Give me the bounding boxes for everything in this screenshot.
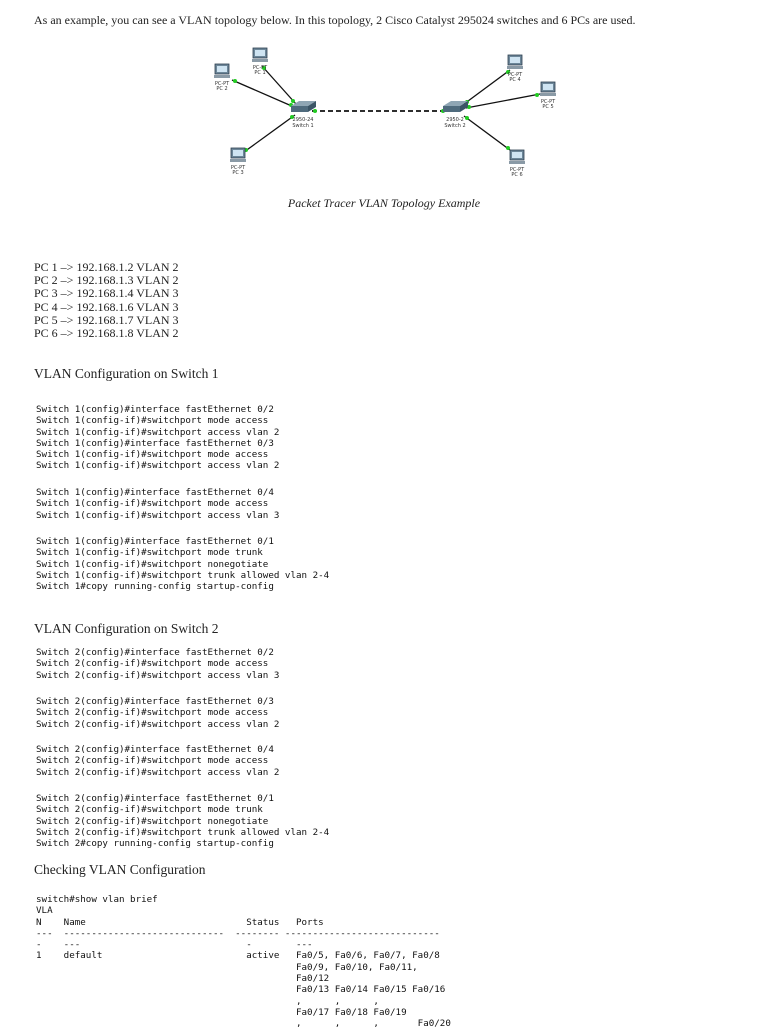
- svg-text:PC-PT: PC-PT: [230, 165, 246, 171]
- figure-caption: Packet Tracer VLAN Topology Example: [287, 196, 481, 210]
- svg-text:PC-PT: PC-PT: [540, 99, 556, 105]
- switch2-heading: VLAN Configuration on Switch 2: [34, 621, 219, 636]
- pc-3-label: PC 3: [232, 170, 244, 176]
- switch1-heading: VLAN Configuration on Switch 1: [34, 366, 219, 381]
- switch1-code-block-2: Switch 1(config)#interface fastEthernet 0/4 Switch 1(config-if)#switchport mode access Switch 1(config-if)#switchport access vlan 3: [36, 487, 280, 521]
- pc-5: [540, 82, 556, 110]
- link-pc4-switch2: [464, 70, 510, 104]
- intro-paragraph: As an example, you can see a VLAN topology below. In this topology, 2 Cisco Catalyst 295024 switches and 6 PCs are used.: [34, 13, 636, 27]
- list-item: PC 1 –> 192.168.1.2 VLAN 2: [34, 260, 179, 274]
- pc-3: [230, 148, 246, 176]
- link-pc6-switch2: [464, 116, 510, 150]
- link-pc5-switch2: [466, 94, 540, 108]
- svg-text:PC-PT: PC-PT: [509, 167, 525, 173]
- switch1-code-block-1: Switch 1(config)#interface fastEthernet 0/2 Switch 1(config-if)#switchport mode access Switch 1(config-if)#switchport access vlan 2 Switch 1(config)#interface fastEthernet 0/3 Switch 1(config-if)#switchport mode access Switch 1(config-if)#switchport access vlan 2: [36, 404, 280, 472]
- switch-1-model: 2950-24: [292, 117, 314, 123]
- pc-6-label: PC 6: [511, 172, 523, 178]
- link-status-lights: [233, 66, 539, 152]
- switch2-code-block-2: Switch 2(config)#interface fastEthernet 0/3 Switch 2(config-if)#switchport mode access Switch 2(config-if)#switchport access vlan 2: [36, 696, 280, 730]
- svg-text:PC-PT: PC-PT: [252, 65, 268, 71]
- pc-4-label: PC 4: [509, 77, 521, 83]
- pc-6: [509, 150, 525, 178]
- list-item: PC 5 –> 192.168.1.7 VLAN 3: [34, 312, 179, 327]
- topology-diagram: [0, 0, 768, 190]
- pc-5-label: PC 5: [542, 104, 554, 110]
- pc-1-label: PC 1: [254, 70, 266, 76]
- switch-2-model: 2950-2: [446, 117, 464, 123]
- link-pc3-switch1: [244, 115, 295, 152]
- list-item: PC 3 –> 192.168.1.4 VLAN 3: [34, 286, 179, 301]
- switch-2: [443, 101, 468, 129]
- switch1-code-block-3: Switch 1(config)#interface fastEthernet 0/1 Switch 1(config-if)#switchport mode trunk Switch 1(config-if)#switchport nonegotiate Switch 1(config-if)#switchport trunk allowed vlan 2-4 Switch 1#copy running-config startup-config: [36, 536, 330, 593]
- svg-text:PC-PT: PC-PT: [214, 81, 230, 87]
- links: [232, 66, 540, 152]
- svg-text:PC-PT: PC-PT: [507, 72, 523, 78]
- show-vlan-output: switch#show vlan brief VLA N Name Status Ports --- ----------------------------- -------- ---------------------------- - --- - --- 1 default active Fa0/5, Fa0/6, Fa0/7, Fa0/8 Fa0/9, Fa0/10, Fa0/11, Fa0/12 Fa0/13 Fa0/14 Fa0/15 Fa0/16 , , , Fa0/17 Fa0/18 Fa0/19 , , , Fa0/20: [36, 894, 451, 1030]
- link-pc1-switch1: [262, 66, 296, 104]
- pc-1: [252, 48, 268, 76]
- pc-4: [507, 55, 523, 83]
- list-item: PC 6 –> 192.168.1.8 VLAN 2: [34, 326, 179, 341]
- pc-address-list: [34, 261, 179, 340]
- link-pc2-switch1: [232, 80, 294, 107]
- pc-2-label: PC 2: [216, 86, 228, 92]
- switch2-code-block-4: Switch 2(config)#interface fastEthernet 0/1 Switch 2(config-if)#switchport mode trunk Switch 2(config-if)#switchport nonegotiate Switch 2(config-if)#switchport trunk allowed vlan 2-4 Switch 2#copy running-config startup-config: [36, 793, 330, 850]
- switch-2-name: Switch 2: [444, 123, 466, 129]
- switch2-code-block-3: Switch 2(config)#interface fastEthernet 0/4 Switch 2(config-if)#switchport mode access Switch 2(config-if)#switchport access vlan 2: [36, 744, 280, 778]
- pc-2: [214, 64, 230, 92]
- list-item: PC 2 –> 192.168.1.3 VLAN 2: [34, 273, 179, 288]
- switch-1-name: Switch 1: [292, 123, 314, 129]
- check-heading: Checking VLAN Configuration: [34, 862, 206, 877]
- switch2-code-block-1: Switch 2(config)#interface fastEthernet 0/2 Switch 2(config-if)#switchport mode access Switch 2(config-if)#switchport access vlan 3: [36, 647, 280, 681]
- list-item: PC 4 –> 192.168.1.6 VLAN 3: [34, 299, 179, 314]
